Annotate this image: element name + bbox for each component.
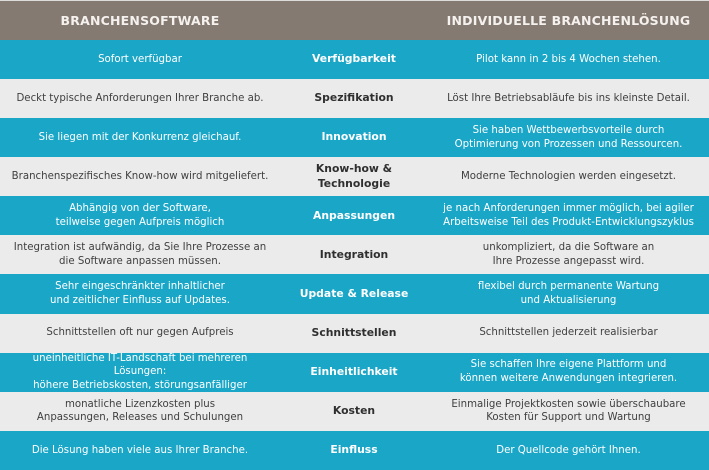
table-row [0,431,709,470]
branchensoftware-cell: Schnittstellen oft nur gegen Aufpreis [46,327,234,339]
individuell-cell: unkompliziert, da die Software an Ihre Prozesse angepasst wird. [482,242,655,267]
table-header [0,1,709,40]
individuell-cell: flexibel durch permanente Wartung und Aktualisierung [477,281,660,307]
criterion-label: Kosten [332,404,376,418]
branchensoftware-cell: Abhängig von der Software, teilweise gegen Aufpreis möglich [55,203,225,228]
individuell-cell: Der Quellcode gehört Ihnen. [496,444,641,456]
table-row [0,196,709,235]
individuell-cell: Sie schaffen Ihre eigene Plattform und können weitere Anwendungen integrieren. [459,359,678,385]
branchensoftware-cell: Sie liegen mit der Konkurrenz gleichauf. [38,131,242,143]
table-row [0,235,709,274]
individuell-cell: Moderne Technologien werden eingesetzt. [460,170,677,182]
table-row [0,40,709,79]
header-individuelle-branchenloesung: INDIVIDUELLE BRANCHENLÖSUNG [446,12,691,28]
criterion-label: Anpassungen [312,208,396,222]
table-row [0,314,709,353]
individuell-cell: Einmalige Projektkosten sowie überschaubare Kosten für Support und Wartung [451,398,686,424]
branchensoftware-cell: uneinheitliche IT-Landschaft bei mehreren Lösungen: höhere Betriebskosten, störungsanfälliger [32,352,248,392]
individuell-cell: Schnittstellen jederzeit realisierbar [479,327,658,339]
criterion-label: Update & Release [299,286,409,300]
table-row [0,353,709,392]
table-row [0,274,709,313]
individuell-cell: Pilot kann in 2 bis 4 Wochen stehen. [476,53,661,65]
branchensoftware-cell: Die Lösung haben viele aus Ihrer Branche. [31,444,249,456]
criterion-label: Integration [319,247,389,261]
table-row [0,157,709,196]
branchensoftware-cell: Branchenspezifisches Know-how wird mitgeliefert. [11,170,269,182]
criterion-label: Know-how & Technologie [315,162,393,190]
criterion-label: Verfügbarkeit [312,52,396,66]
branchensoftware-cell: Integration ist aufwändig, da Sie Ihre Prozesse an die Software anpassen müssen. [13,242,267,267]
branchensoftware-cell: Sofort verfügbar [98,53,182,65]
individuell-cell: Löst Ihre Betriebsabläufe bis ins kleinste Detail. [447,92,690,104]
branchensoftware-cell: Deckt typische Anforderungen Ihrer Branche ab. [16,92,264,104]
table-row [0,118,709,157]
criterion-label: Innovation [321,130,387,144]
criterion-label: Schnittstellen [311,325,397,339]
branchensoftware-cell: Sehr eingeschränkter inhaltlicher und zeitlicher Einfluss auf Updates. [50,281,230,307]
branchensoftware-cell: monatliche Lizenzkosten plus Anpassungen, Releases und Schulungen [36,398,244,424]
table-row [0,79,709,118]
individuell-cell: je nach Anforderungen immer möglich, bei agiler Arbeitsweise Teil des Produkt-Entwicklungszyklus [443,203,694,228]
criterion-label: Spezifikation [314,91,394,105]
header-branchensoftware: BRANCHENSOFTWARE [60,12,220,28]
criterion-label: Einfluss [330,443,378,457]
table-row [0,392,709,431]
individuell-cell: Sie haben Wettbewerbsvorteile durch Optimierung von Prozessen und Ressourcen. [454,124,683,150]
criterion-label: Einheitlichkeit [310,364,398,378]
